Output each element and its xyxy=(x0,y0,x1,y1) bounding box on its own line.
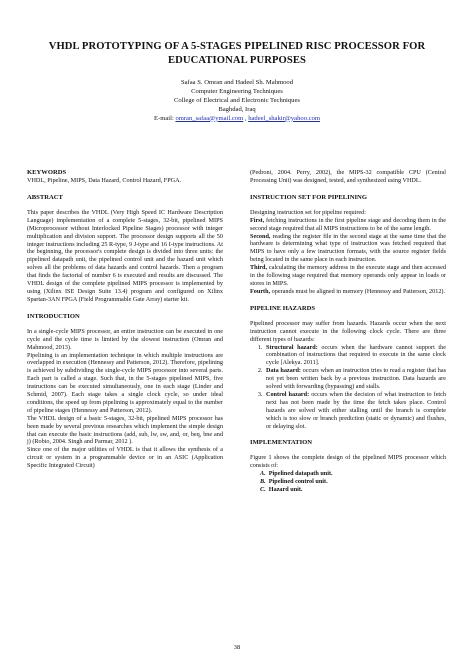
hazard-data-label: Data hazard: xyxy=(266,367,301,375)
req-third-text: calculating the memory address in the execute stage and then accessed in the following stage required that memory operands only appear in loads or stores in MIPS. xyxy=(250,264,446,287)
intro-paragraph-4: Since one of the major utilities of VHDL is that it allows the synthesis of a circuit or system in a programmable device or in an ASIC (Application Specific Integrated Circuit) xyxy=(27,446,223,470)
req-third xyxy=(250,264,446,288)
author-college: College of Electrical and Electronic Techniques xyxy=(174,96,300,104)
instruction-set-intro: Designing instruction set for pipeline required: xyxy=(250,208,366,216)
req-first-text: fetching instructions in the first pipeline stage and decoding them in the second stage required that all MIPS instructions to be of the same length. xyxy=(250,216,446,232)
unit-b-text: Pipelined control unit. xyxy=(268,478,328,486)
hazard-structural-text: occurs when the hardware cannot support the combination of instructions that required to execute in the same clock cycle [Alekya. 2011]. xyxy=(266,343,446,367)
hazard-item xyxy=(264,367,446,391)
implementation-text: Figure 1 shows the complete design of the pipelined MIPS processor which consists of: xyxy=(250,454,446,470)
title-line-2: EDUCATIONAL PURPOSES xyxy=(167,55,307,66)
hazards-heading: PIPELINE HAZARDS xyxy=(250,304,316,312)
keywords-text: VHDL, Pipeline, MIPS, Data Hazard, Control Hazard, FPGA. xyxy=(27,177,182,184)
req-second-label: Second, xyxy=(250,232,271,240)
unit-list xyxy=(250,470,446,494)
unit-item-c xyxy=(260,486,446,494)
unit-c-letter: C. xyxy=(260,486,266,494)
implementation-heading: IMPLEMENTATION xyxy=(250,439,313,447)
hazards-intro: Pipelined processor may suffer from hazards. Hazards occur when the next instruction cannot execute in the following clock cycle. There are three different types of hazards: xyxy=(250,319,446,343)
author-names: Safaa S. Omran and Hadeel Sh. Mahmood xyxy=(180,79,294,86)
hazard-list xyxy=(250,344,446,431)
req-first xyxy=(250,217,446,233)
intro-continued: (Pedroni, 2004. Perry, 2002), the MIPS-32 compatible CPU (Central Processing Unit) was designed, tested, and synthesized using VHDL. xyxy=(250,169,446,184)
right-column xyxy=(250,169,446,494)
author-email-line xyxy=(40,115,434,124)
intro-paragraph-1: In a single-cycle MIPS processor, an entire instruction can be executed in one cycle and the cycle time is limited by the slowest instruction (Omran and Mahmood, 2013). xyxy=(27,327,223,351)
req-second-text: reading the register file in the second stage at the same time that the hardware is determining what type of instruction was fetched required that MIPS to have only a few instruction formats, with the source register fields being located in the same place in each instruction. xyxy=(250,232,446,264)
hazard-item xyxy=(264,344,446,368)
introduction-heading: INTRODUCTION xyxy=(27,312,80,320)
req-fourth xyxy=(250,288,446,296)
hazard-item xyxy=(264,391,446,431)
unit-item-b xyxy=(260,478,446,486)
unit-item-a xyxy=(260,470,446,478)
unit-b-letter: B. xyxy=(260,478,266,486)
title-line-1: VHDL PROTOTYPING OF A 5-STAGES PIPELINED RISC PROCESSOR FOR xyxy=(48,41,426,52)
page-number: 38 xyxy=(233,644,241,651)
email-link-2[interactable]: hadeel_shakir@yahoo.com xyxy=(248,114,320,122)
hazard-control-text: occurs when the decision of what instruction to fetch next has not been made by the time the fetch takes place. Control hazards are solved with either stalling until the branch is complete which is too slow or branch prediction (static or dynamic) and flushes, or delaying slot. xyxy=(266,390,446,430)
hazard-structural-label: Structural hazard: xyxy=(266,343,318,351)
intro-paragraph-2: Pipelining is an implementation technique in which multiple instructions are overlapped in execution (Hennessy and Patterson, 2012). Therefore, pipelining is achieved by subdividing the single-cycle MIPS processor into several parts. Each part is called a stage. Such that, in the 5-stages pipelined MIPS, five instructions can be executed simultaneously, one in each stage (Linder and Schmid, 2007). Each stage takes a single clock cycle, so under ideal conditions, the speed up from pipelining is approximately equal to the number of pipeline stages (Hennessy and Patterson, 2012). xyxy=(27,351,223,414)
instruction-set-heading: INSTRUCTION SET FOR PIPELINING xyxy=(250,193,367,201)
author-dept: Computer Engineering Techniques xyxy=(191,87,283,95)
abstract-text: This paper describes the VHDL (Very High Speed IC Hardware Description Language) implementation of a complete 5-stages, 32-bit, pipelined MIPS (Microprocessor without Interlocked Pipeline Stages) processor with integer multiplication and division support. The processor design supports all the 50 integer instructions including 25 R-type, 9 J-type and 16 I-type instructions. At the beginning, the processor's complete design is divided into three units: the pipelined datapath unit, the pipelined control unit and the hazard unit which solves all the problems of data hazards and control hazards. Then a program that finds the factorial of number 6 is executed and results are discussed. The VHDL design of the complete pipelined MIPS processor is implemented by using (Xilinx ISE Design Suite 13.4) program and configured on Xilinx Spartan-3AN FPGA (Field Programmable Gate Array) starter kit. xyxy=(27,208,223,303)
keywords-heading: KEYWORDS xyxy=(27,169,67,176)
hazard-data-text: occurs when an instruction tries to read a register that has not yet been written back by a previous instruction. Data hazards are solved with forwarding (bypassing) and stalls. xyxy=(266,367,446,391)
abstract-heading: ABSTRACT xyxy=(27,193,63,201)
left-column xyxy=(27,169,223,470)
req-fourth-label: Fourth, xyxy=(250,287,271,295)
author-city: Baghdad, Iraq xyxy=(218,105,256,113)
req-first-label: First, xyxy=(250,216,265,224)
author-block xyxy=(40,79,434,124)
req-fourth-text: operands must be aligned in memory (Hennessy and Patterson, 2012). xyxy=(270,287,446,295)
paper-title xyxy=(40,40,434,68)
req-second xyxy=(250,233,446,265)
email-separator: , xyxy=(244,114,247,122)
email-label: E-mail: xyxy=(154,114,174,122)
hazard-control-label: Control hazard: xyxy=(266,390,310,398)
intro-paragraph-3: The VHDL design of a basic 5-stages, 32-bit, pipelined MIPS processor has been made by several previous researches which implement the simple design that can execute the basic instructions (add, sub, lw, sw, and, or, beq, bne and j) (Robio, 2004. Singh and Parmar, 2012 ). xyxy=(27,414,223,446)
unit-c-text: Hazard unit. xyxy=(268,486,303,494)
unit-a-letter: A. xyxy=(260,470,266,478)
unit-a-text: Pipelined datapath unit. xyxy=(268,470,333,478)
req-third-label: Third, xyxy=(250,264,268,272)
email-link-1[interactable]: omran_safaa@ymail.com xyxy=(175,114,244,122)
